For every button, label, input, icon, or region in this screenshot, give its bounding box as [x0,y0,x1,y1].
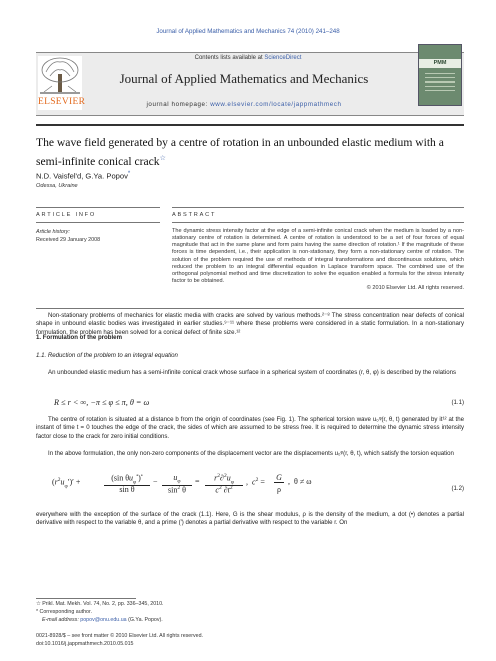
footnote-corresponding: * Corresponding author. [36,609,92,615]
eq2-term3-numerator: $u_\varphi$ [162,473,192,486]
abstract-text: The dynamic stress intensity factor at the edge of a semi-infinite conical crack when the medium is loaded by a non-stationary centre of rotation is determined. A centre of rotation is understood to be a set of four forces of equal magnitude that act in the same plane and form pairs having the same direction of rotation.¹ If the magnitude of these forces is time dependent, i.e., their application is non-stationary, they form a non-stationary centre of rotation. The solution of the problem required the use of methods of integral transformations and discontinuous solutions, which reduced the problem to an integral differential equation in Laplace transform space. The combined use of the orthogonal polynomial method and time discretization to solve the equation enabled a formula for the stress intensity factor to be obtained. [172,228,464,285]
elsevier-wordmark: ELSEVIER [38,97,86,107]
abstract-rule [172,222,464,223]
email-label: E-mail address: [42,617,81,623]
equation-number-1-1: (1.1) [451,399,464,406]
eq2-term3-denominator: $\sin^2 \theta$ [168,485,186,495]
article-title-text: The wave field generated by a centre of rotation in an unbounded elastic medium with a semi-infinite conical crack [36,136,444,168]
article-info-heading: ARTICLE INFO [36,212,97,218]
received-date: Received 29 January 2008 [36,237,101,243]
article-title [36,136,464,169]
eq2-rhs-denominator: $c^2$ $\partial t^2$ [215,485,233,495]
eq2-condition: , θ ≠ ω [288,477,312,486]
email-link[interactable]: popov@onu.edu.ua [80,617,127,623]
journal-title: Journal of Applied Mathematics and Mechanics [119,71,369,86]
eq2-minus: − [153,477,158,486]
title-footnote-mark[interactable]: ☆ [159,153,166,162]
eq2-c-def-denominator: ρ [277,485,281,494]
journal-cover-thumbnail[interactable] [418,44,462,106]
eq2-rhs-numerator: $r^2\partial^2u_\varphi$ [205,473,243,486]
email-suffix: (G.Ya. Popov). [126,617,163,623]
header-rule [36,124,464,126]
affiliation: Odessa, Ukraine [36,183,78,189]
article-history-label: Article history: [36,229,70,235]
equation-number-1-2: (1.2) [451,485,464,492]
cover-decoration [425,73,455,94]
abstract-copyright: © 2010 Elsevier Ltd. All rights reserved. [366,285,464,292]
section-1-heading: 1. Formulation of the problem [36,334,122,341]
homepage-prefix: journal homepage: [146,101,211,108]
author-list [36,171,130,181]
front-matter-line: 0021-8928/$ – see front matter © 2010 Elsevier Ltd. All rights reserved. [36,633,204,639]
sciencedirect-link[interactable]: ScienceDirect [264,55,302,61]
cover-title: PMM [433,60,447,66]
eq2-c-def-numerator: G [274,473,284,483]
homepage-link[interactable]: www.elsevier.com/locate/jappmathmech [210,101,342,108]
eq2-equals: = [195,477,200,486]
authors-text: N.D. Vaisfel'd, G.Ya. Popov [36,171,128,181]
abstract-rule-bottom [36,308,464,309]
article-info-rule-top [36,207,160,208]
paragraph-2: The centre of rotation is situated at a distance b from the origin of coordinates (see Fig. 1). The spherical torsion wave u₀ᵠ(r, θ, t) generated by it¹² at the instant of time t = 0 touches the edge of the crack, the sides of which are assumed to be stress free. It is required to determine the dynamic stress intensity factor close to the crack for zero initial conditions. [36,416,464,440]
intro-paragraph: Non-stationary problems of mechanics for elastic media with cracks are solved by various methods.²⁻⁸ The stress concentration near defects of conical shape in unbound elastic bodies was investigated in earlier studies.⁹⁻¹¹ where these problems were considered in a static formulation. In a non-stationary formulation, the problem has been solved for a conical defect of finite size.¹² [36,312,464,336]
eq2-term2-numerator: (sin $\theta u_\varphi^•)^•$ [104,473,150,486]
abstract-body [172,228,464,292]
eq2-term1-lhs: $(r^2u_\varphi')'$ + [52,477,81,490]
footnote-email [36,617,163,623]
subsection-1-1-heading: 1.1. Reduction of the problem to an integral equation [36,352,178,359]
contents-prefix: Contents lists available at [194,55,265,61]
equation-1-2 [52,474,312,508]
paragraph-4: everywhere with the exception of the surface of the crack (1.1). Here, G is the shear modulus, ρ is the density of the medium, a dot (•) denotes a partial derivative with respect to the variable θ, and a prime (′) denotes a partial derivative with respect to the variable r. On [36,511,464,527]
abstract-heading: ABSTRACT [172,212,217,218]
paragraph-1: An unbounded elastic medium has a semi-infinite conical crack whose surface in a spherical system of coordinates (r, θ, φ) is described by the relations [48,369,457,376]
corresponding-author-mark[interactable]: * [127,171,131,177]
journal-homepage-line [86,101,402,108]
eq2-c-def-lhs: , $c^2$ = [246,477,265,487]
equation-1-1: R ≤ r < ∞, −π ≤ φ ≤ π, θ = ω [54,398,150,407]
eq2-term2-denominator: sin θ [119,485,135,494]
abstract-rule-top [172,207,464,208]
doi-link[interactable]: doi:10.1016/j.jappmathmech.2010.05.015 [36,641,134,647]
footnote-translation: ☆ Prikl. Mat. Mekh. Vol. 74, No. 2, pp. 336–345, 2010. [36,601,164,607]
footnote-rule [36,598,136,599]
journal-citation-header[interactable]: Journal of Applied Mathematics and Mechanics 74 (2010) 241–248 [156,28,340,35]
paragraph-3: In the above formulation, the only non-zero components of the displacement vector are the displacements u₀ᵠ(r, θ, t), which satisfy the torsion equation [48,450,454,457]
article-info-rule [36,222,160,223]
